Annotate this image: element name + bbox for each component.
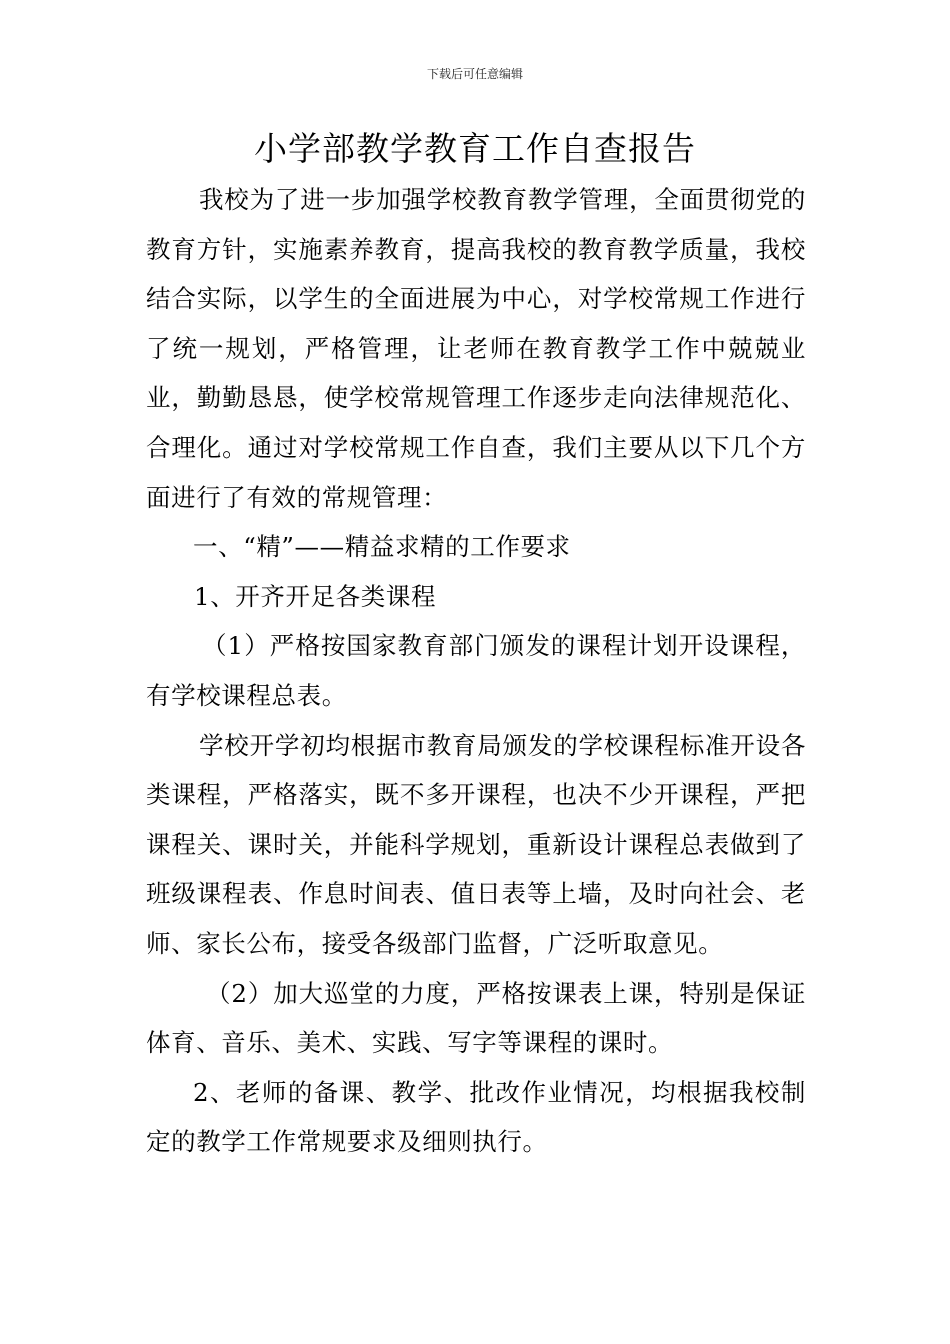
intro-paragraph: 我校为了进一步加强学校教育教学管理，全面贯彻党的教育方针，实施素养教育，提高我校的教育教学质量，我校结合实际，以学生的全面进展为中心，对学校常规工作进行了统一规划，严格管理，让老师在教育教学工作中兢兢业业，勤勤恳恳，使学校常规管理工作逐步走向法律规范化、合理化。通过对学校常规工作自查，我们主要从以下几个方面进行了有效的常规管理： — [146, 185, 806, 512]
item-paragraph-1: （1）严格按国家教育部门颁发的课程计划开设课程，有学校课程总表。 — [146, 631, 806, 710]
page-header-note: 下载后可任意编辑 — [426, 67, 523, 81]
subsection-heading-1: 1、开齐开足各类课程 — [194, 581, 437, 611]
subsection-heading-2: 2、老师的备课、教学、批改作业情况，均根据我校制定的教学工作常规要求及细则执行。 — [146, 1077, 806, 1157]
document-body — [146, 175, 806, 1167]
item-paragraph-2: （2）加大巡堂的力度，严格按课表上课，特别是保证体育、音乐、美术、实践、写字等课程的课时。 — [146, 978, 806, 1058]
section-heading-1: 一、“精”——精益求精的工作要求 — [193, 532, 571, 562]
body-paragraph-curriculum: 学校开学初均根据市教育局颁发的学校课程标准开设各类课程，严格落实，既不多开课程，也决不少开课程，严把课程关、课时关，并能科学规划，重新设计课程总表做到了班级课程表、作息时间表、值日表等上墙，及时向社会、老师、家长公布，接受各级部门监督，广泛听取意见。 — [146, 730, 806, 958]
document-title: 小学部教学教育工作自查报告 — [254, 129, 696, 168]
